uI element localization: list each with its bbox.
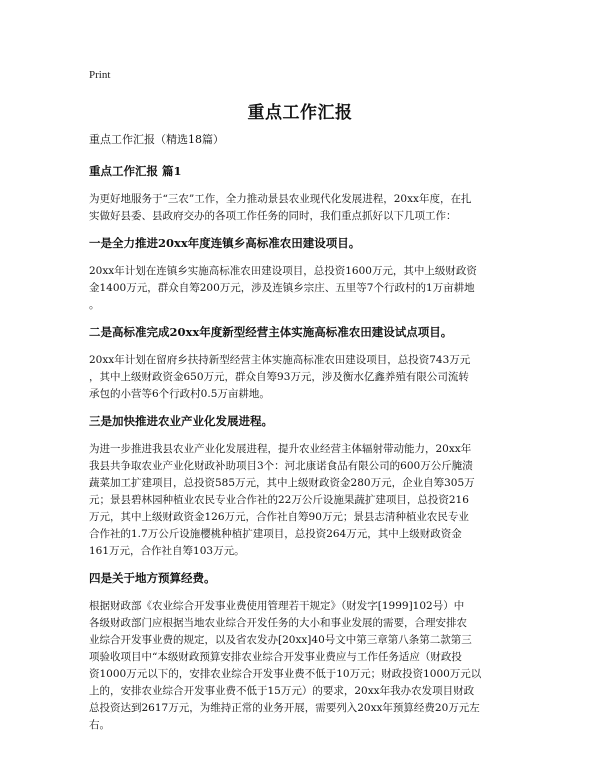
document-subtitle: 重点工作汇报（精选18篇） (89, 133, 224, 146)
section-heading-farmland-project: 一是全力推进20xx年度连镇乡高标准农田建设项目。 (89, 236, 361, 250)
paragraph-farmland-project: 20xx年计划在连镇乡实施高标准农田建设项目，总投资1600万元，其中上级财政资 金1400万元，群众自筹200万元，涉及连镇乡宗庄、五里等7个行政村的1万亩耕地 。 (89, 265, 477, 311)
section-heading-article-1: 重点工作汇报 篇1 (89, 164, 182, 178)
paragraph-intro: 为更好地服务于“三农”工作，全力推动景县农业现代化发展进程，20xx年度，在扎 实做好县委、县政府交办的各项工作任务的同时，我们重点抓好以下几项工作： (89, 193, 472, 222)
page-title: 重点工作汇报 (247, 103, 353, 123)
section-heading-industrialization: 三是加快推进农业产业化发展进程。 (89, 414, 273, 428)
print-link[interactable]: Print (89, 69, 111, 81)
document-body (89, 132, 513, 744)
paragraph-pilot-project: 20xx年计划在留府乡扶持新型经营主体实施高标准农田建设项目，总投资743万元 ，其中上级财政资金650万元，群众自筹93万元，涉及衡水亿鑫养殖有限公司流转 承包的小营等6个行政村0.5万亩耕地。 (89, 354, 471, 400)
paragraph-budget: 根据财政部《农业综合开发事业费使用管理若干规定》（财发字[1999]102号）中 各级财政部门应根据当地农业综合开发任务的大小和事业发展的需要，合理安排农 业综合开发事业费的规定，以及省农发办[20xx]40号文中第三章第八条第二款第三 项验收项目中“本级财政预算安排农业综合开发事业费应与工作任务适应（财政投 资1000万元以下的，安排农业综合开发事业费不低于10万元；财政投资1000万元以 上的，安排农业综合开发事业费不低于15万元）的要求，20xx年我办农发项目财政 总投资达到2617万元，为维持正常的业务开展，需要列入20xx年预算经费20万元左 右。 (89, 600, 482, 731)
section-heading-budget: 四是关于地方预算经费。 (89, 571, 216, 585)
paragraph-industrialization: 为进一步推进我县农业产业化发展进程，提升农业经营主体辐射带动能力，20xx年 我县共争取农业产业化财政补助项目3个：河北康诺食品有限公司的600万公斤腌渍 蔬菜加工扩建项目，总投资585万元，其中上级财政资金280万元，企业自筹305万 元；景县碧林园种植业农民专业合作社的22万公斤设施果蔬扩建项目，总投资216 万元，其中上级财政资金126万元，合作社自筹90万元；景县志清种植业农民专业 合作社的1.7万公斤设施樱桃种植扩建项目，总投资264万元，其中上级财政资金 161万元，合作社自筹103万元。 (89, 443, 475, 557)
section-heading-pilot-project: 二是高标准完成20xx年度新型经营主体实施高标准农田建设试点项目。 (89, 325, 453, 339)
